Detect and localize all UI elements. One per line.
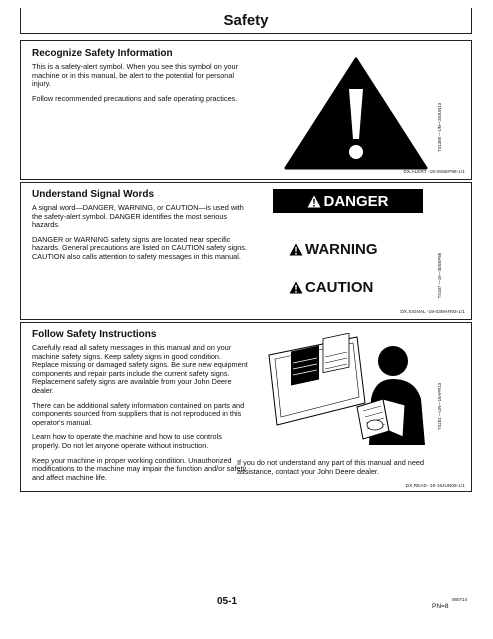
reference-code: DX,READ -19-16JUN09-1/1: [405, 483, 465, 488]
paragraph: DANGER or WARNING safety signs are located near specific hazards. General precautions are listed on CAUTION safety signs. CAUTION also calls attention to safety messages in this manual.: [32, 234, 247, 261]
section-signal-words: [20, 182, 472, 320]
section-follow-instructions: [20, 322, 472, 492]
section-body: [32, 63, 248, 109]
warning-sign: [289, 239, 378, 259]
paragraph: Follow recommended precautions and safe operating practices.: [32, 93, 238, 103]
safety-alert-icon: [283, 55, 429, 171]
pn-label: PN=8: [432, 603, 449, 610]
danger-label: DANGER: [323, 192, 389, 210]
alert-triangle-icon: [307, 195, 321, 208]
caution-sign: [289, 277, 373, 297]
paragraph: There can be additional safety information contained on parts and components sourced from suppliers that is not reproduced in this operator's manual.: [32, 400, 245, 427]
paragraph: A signal word—DANGER, WARNING, or CAUTION—is used with the safety-alert symbol. DANGER identifies the most serious hazards.: [32, 203, 244, 230]
image-code: TS201 —UN—15APR13: [437, 383, 442, 431]
page-number: 05-1: [217, 596, 238, 607]
section-body: [32, 204, 248, 268]
section-body: [32, 344, 248, 488]
paragraph: Keep your machine in proper working condition. Unauthorized modifications to the machine may impair the function and/or safety and affect machine life.: [32, 455, 247, 482]
reference-code: DX,ALERT -19-29SEP98-1/1: [403, 169, 465, 174]
alert-triangle-icon: [289, 281, 303, 294]
section-heading: Recognize Safety Information: [32, 48, 173, 59]
section-recognize-safety: [20, 40, 472, 180]
page-title: Safety: [20, 8, 472, 34]
footer-code: 060714: [451, 597, 467, 602]
danger-sign: [273, 189, 423, 213]
right-note: If you do not understand any part of this manual and need assistance, contact your John Deere dealer.: [237, 458, 425, 476]
paragraph: This is a safety-alert symbol. When you see this symbol on your machine or in this manual, be alert to the potential for personal injury.: [32, 62, 239, 89]
paragraph: Learn how to operate the machine and how to use controls properly. Do not let anyone operate without instruction.: [32, 432, 222, 450]
warning-label: WARNING: [305, 240, 378, 258]
section-heading: Follow Safety Instructions: [32, 329, 157, 340]
caution-label: CAUTION: [305, 278, 374, 296]
image-code: TS1389 —UN—28JUN13: [437, 103, 442, 152]
section-heading: Understand Signal Words: [32, 189, 155, 200]
alert-triangle-icon: [289, 243, 303, 256]
reference-code: DX,SIGNAL -19-03MAR93-1/1: [400, 309, 465, 314]
image-code: TS187 —19—30SEP88: [437, 253, 442, 299]
operator-reading-manual-illustration: [265, 333, 435, 445]
paragraph: Carefully read all safety messages in this manual and on your machine safety signs. Keep safety signs in good condition. Replace missing or damaged safety signs. Be sure new equipment components and repair parts include the current safety signs. Replacement safety signs are available from your John Deere dealer.: [32, 343, 248, 395]
